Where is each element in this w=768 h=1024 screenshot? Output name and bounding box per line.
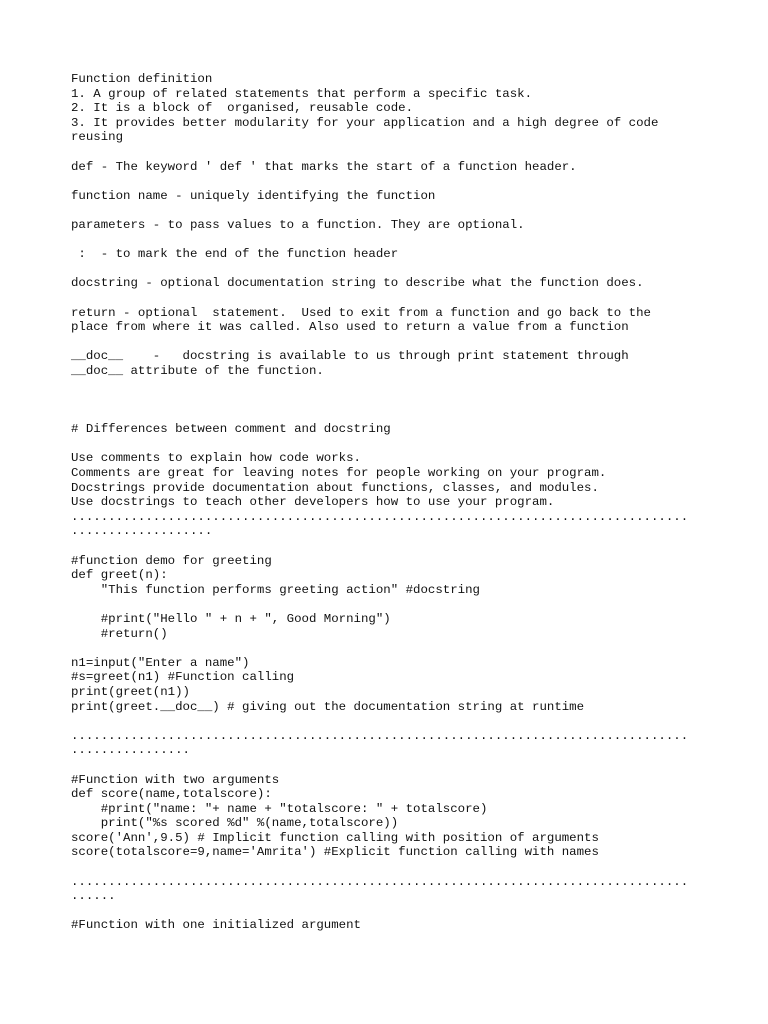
doc-line: 1. A group of related statements that perform a specific task. <box>71 86 533 101</box>
code-line: #function demo for greeting <box>71 553 272 568</box>
separator-line: ...... <box>71 889 116 904</box>
doc-line: reusing <box>71 130 124 145</box>
separator-line: ................................................................................... <box>71 728 689 743</box>
doc-line <box>71 904 731 919</box>
separator-line: ................................................................................... <box>71 509 689 524</box>
code-line: #Function with one initialized argument <box>71 918 361 933</box>
doc-line: # Differences between comment and docstring <box>71 422 391 437</box>
doc-line: parameters - to pass values to a function. They are optional. <box>71 217 525 232</box>
code-line: n1=input("Enter a name") <box>71 655 250 670</box>
doc-line: : - to mark the end of the function header <box>71 247 399 262</box>
separator-line: ................................................................................... <box>71 874 689 889</box>
doc-line: 2. It is a block of organised, reusable code. <box>71 101 414 116</box>
code-line <box>71 597 731 612</box>
doc-line: docstring - optional documentation string to describe what the function does. <box>71 276 644 291</box>
doc-line <box>71 408 731 423</box>
doc-line <box>71 145 731 160</box>
doc-line: Use comments to explain how code works. <box>71 451 361 466</box>
doc-line <box>71 758 731 773</box>
doc-line: def - The keyword ' def ' that marks the start of a function header. <box>71 159 577 174</box>
doc-line: 3. It provides better modularity for your application and a high degree of code <box>71 115 659 130</box>
separator-line: ................... <box>71 524 213 539</box>
doc-line <box>71 291 731 306</box>
code-line: #print("Hello " + n + ", Good Morning") <box>71 611 391 626</box>
code-line: #print("name: "+ name + "totalscore: " + totalscore) <box>71 801 488 816</box>
doc-line <box>71 378 731 393</box>
code-line: print("%s scored %d" %(name,totalscore)) <box>71 816 399 831</box>
code-line <box>71 641 731 656</box>
code-line: #s=greet(n1) #Function calling <box>71 670 295 685</box>
code-line: print(greet.__doc__) # giving out the documentation string at runtime <box>71 699 585 714</box>
doc-line: __doc__ attribute of the function. <box>71 363 324 378</box>
doc-line <box>71 233 731 248</box>
doc-line <box>71 262 731 277</box>
code-line: score(totalscore=9,name='Amrita') #Explicit function calling with names <box>71 845 599 860</box>
code-line: "This function performs greeting action" #docstring <box>71 582 480 597</box>
doc-line <box>71 393 731 408</box>
code-line: def score(name,totalscore): <box>71 787 272 802</box>
doc-line: place from where it was called. Also used to return a value from a function <box>71 320 629 335</box>
doc-line <box>71 174 731 189</box>
doc-line: Docstrings provide documentation about functions, classes, and modules. <box>71 480 599 495</box>
doc-line: return - optional statement. Used to exit from a function and go back to the <box>71 305 651 320</box>
doc-line <box>71 335 731 350</box>
separator-line: ................ <box>71 743 190 758</box>
document-page <box>71 72 731 933</box>
code-line: score('Ann',9.5) # Implicit function calling with position of arguments <box>71 830 599 845</box>
doc-line: Function definition <box>71 72 213 86</box>
code-line: #return() <box>71 626 168 641</box>
code-line: print(greet(n1)) <box>71 684 190 699</box>
doc-line <box>71 437 731 452</box>
code-line: #Function with two arguments <box>71 772 280 787</box>
doc-line: __doc__ - docstring is available to us through print statement through <box>71 349 629 364</box>
doc-line <box>71 203 731 218</box>
doc-line: function name - uniquely identifying the function <box>71 188 436 203</box>
doc-line: Use docstrings to teach other developers how to use your program. <box>71 495 555 510</box>
doc-line <box>71 714 731 729</box>
code-line: def greet(n): <box>71 568 168 583</box>
doc-line: Comments are great for leaving notes for people working on your program. <box>71 466 607 481</box>
doc-line <box>71 539 731 554</box>
doc-line <box>71 860 731 875</box>
